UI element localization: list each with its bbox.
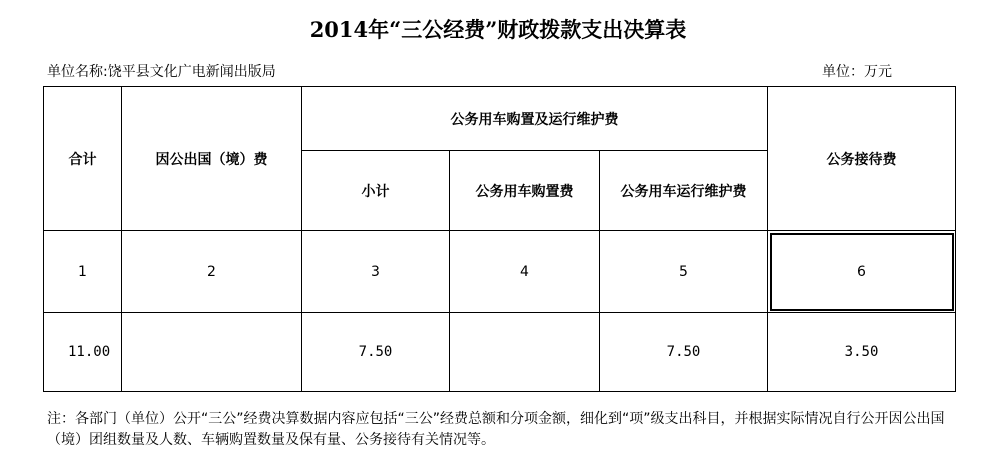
value-total[interactable]: 11.00 bbox=[44, 313, 122, 392]
index-cell[interactable]: 3 bbox=[302, 231, 450, 313]
header-vehicle-group: 公务用车购置及运行维护费 bbox=[302, 87, 768, 151]
value-subtotal[interactable]: 7.50 bbox=[302, 313, 450, 392]
selected-cell[interactable]: 6 bbox=[768, 231, 956, 313]
page-title: 2014年“三公经费”财政拨款支出决算表 bbox=[309, 17, 687, 42]
value-reception[interactable]: 3.50 bbox=[768, 313, 956, 392]
index-cell[interactable]: 2 bbox=[122, 231, 302, 313]
index-cell[interactable]: 4 bbox=[450, 231, 600, 313]
header-subtotal: 小计 bbox=[302, 151, 450, 231]
header-vehicle-purchase: 公务用车购置费 bbox=[450, 151, 600, 231]
value-abroad[interactable] bbox=[122, 313, 302, 392]
header-vehicle-operation: 公务用车运行维护费 bbox=[600, 151, 768, 231]
table-row bbox=[44, 231, 956, 313]
index-cell[interactable]: 1 bbox=[44, 231, 122, 313]
budget-table bbox=[43, 86, 956, 392]
footnote: 注：各部门（单位）公开“三公”经费决算数据内容应包括“三公”经费总额和分项金额，细化到“项”级支出科目，并根据实际情况自行公开因公出国（境）团组数量及人数、车辆购置数量及保有量、公务接待有关情况等。 bbox=[47, 411, 945, 448]
index-cell[interactable]: 5 bbox=[600, 231, 768, 313]
header-total: 合计 bbox=[44, 87, 122, 231]
unit-label: 单位：万元 bbox=[822, 64, 892, 80]
header-abroad: 因公出国（境）费 bbox=[122, 87, 302, 231]
table-row bbox=[44, 313, 956, 392]
value-vehicle-purchase[interactable] bbox=[450, 313, 600, 392]
unit-name: 单位名称:饶平县文化广电新闻出版局 bbox=[47, 64, 276, 80]
header-reception: 公务接待费 bbox=[768, 87, 956, 231]
value-vehicle-operation[interactable]: 7.50 bbox=[600, 313, 768, 392]
